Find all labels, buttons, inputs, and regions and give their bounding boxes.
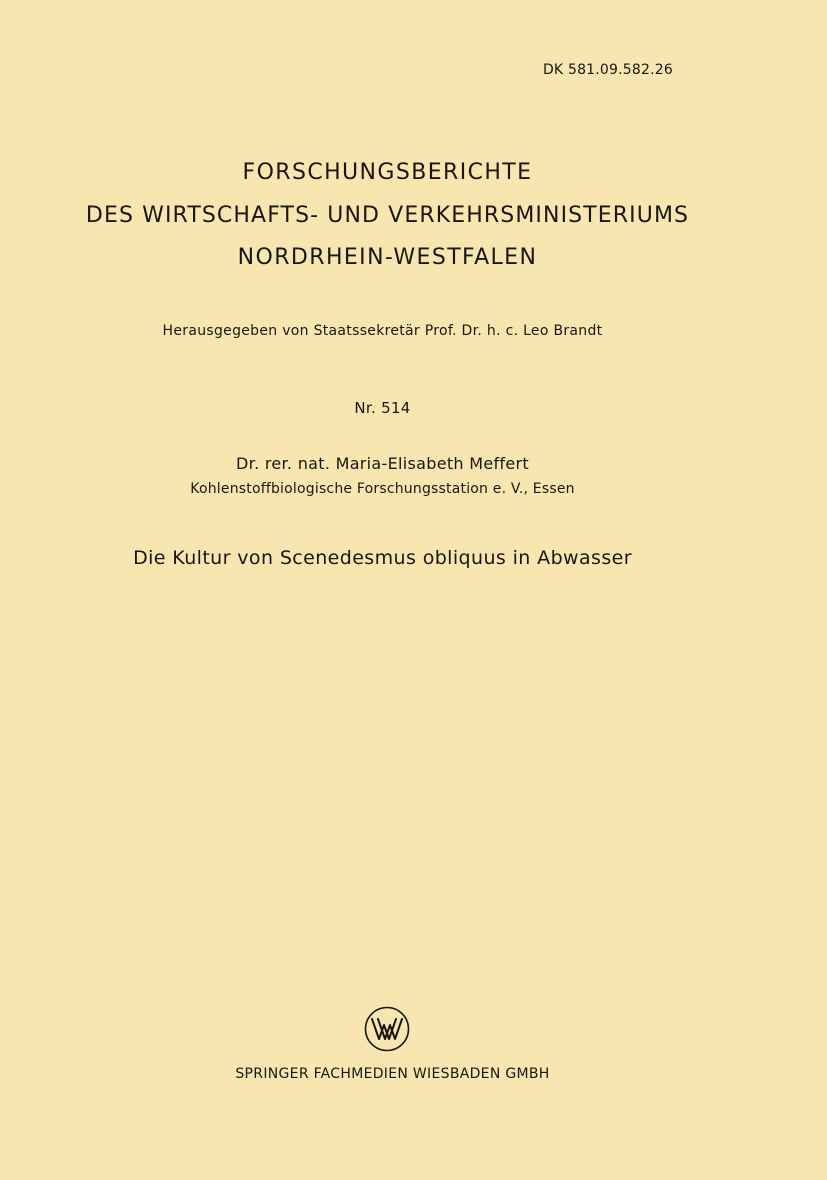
author-institute: Kohlenstoffbiologische Forschungsstation e. V., Essen <box>190 481 575 497</box>
springer-ww-logo-icon <box>363 1005 411 1053</box>
author-name: Dr. rer. nat. Maria-Elisabeth Meffert <box>236 454 529 473</box>
report-title: Die Kultur von Scenedesmus obliquus in Abwasser <box>133 547 632 569</box>
series-title-line-2: DES WIRTSCHAFTS- UND VERKEHRSMINISTERIUMS <box>85 203 690 228</box>
publisher-name: SPRINGER FACHMEDIEN WIESBADEN GMBH <box>235 1066 550 1082</box>
series-title-line-1: FORSCHUNGSBERICHTE <box>242 160 533 185</box>
editor-line: Herausgegeben von Staatssekretär Prof. Dr. h. c. Leo Brandt <box>162 323 603 339</box>
report-number: Nr. 514 <box>354 399 411 417</box>
series-title-line-3: NORDRHEIN-WESTFALEN <box>237 245 538 270</box>
classification-code: DK 581.09.582.26 <box>542 62 673 78</box>
